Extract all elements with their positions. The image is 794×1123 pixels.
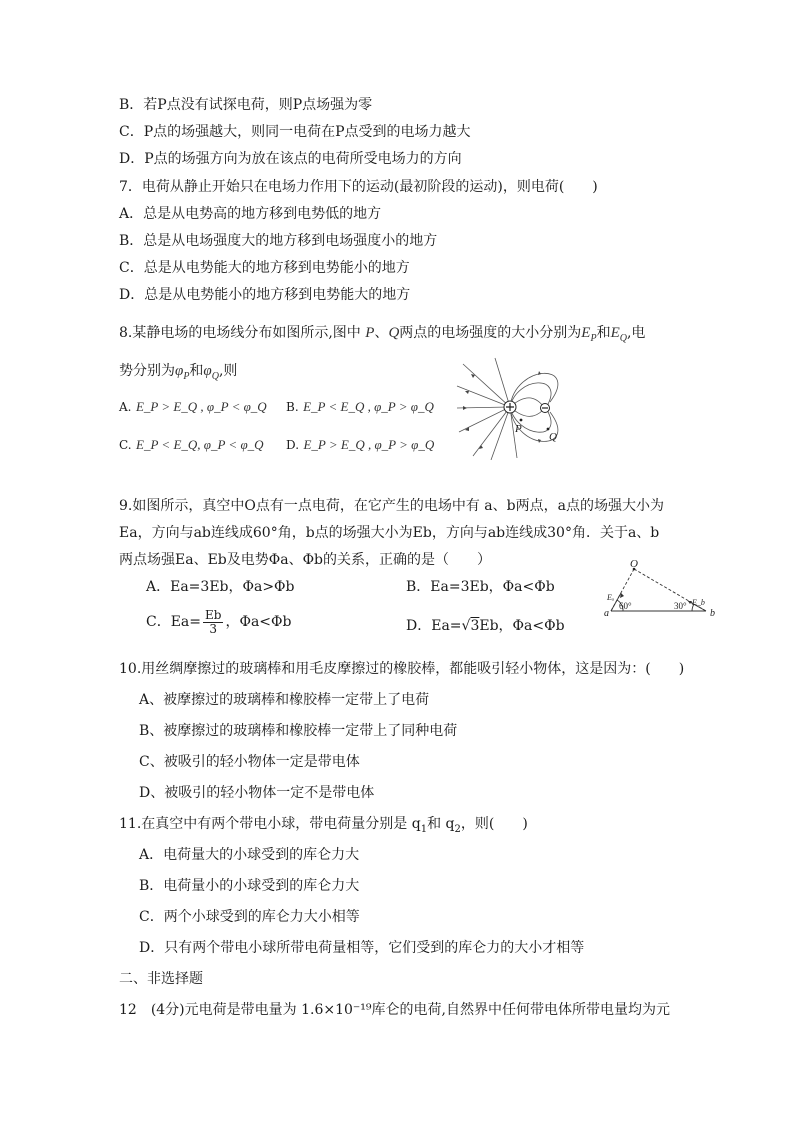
q8-stem-line2: 势分别为$\varphi_P$和$\varphi_Q$,则	[119, 363, 238, 382]
q10-option-b: B、被摩擦过的玻璃棒和橡胶棒一定带上了同种电荷	[139, 723, 458, 739]
section-heading-nonchoice: 二、非选择题	[119, 971, 203, 987]
arrow-head	[463, 406, 467, 410]
q9-stem-line3: 两点场强Ea、Eb及电势Φa、Φb的关系，正确的是（ ）	[119, 552, 492, 568]
q8-option-b: B. E_P < E_Q , φ_P > φ_Q	[286, 399, 434, 414]
q9-figure-label-a: a	[604, 608, 609, 619]
q11-option-d: D．只有两个带电小球所带电荷量相等，它们受到的库仑力的大小才相等	[139, 940, 585, 956]
q8-phiq-symbol: $\varphi_Q$	[203, 363, 219, 382]
q9-option-c: C．Ea= $\frac{Eb}{3}$ ，Φa<Φb	[146, 607, 292, 636]
q6-option-d: D．P点的场强方向为放在该点的电荷所受电场力的方向	[119, 151, 462, 167]
q9-stem-line1: 9.如图所示，真空中O点有一点电荷，在它产生的电场中有 a、b两点，a点的场强大小为	[119, 498, 664, 514]
point-q-dot	[547, 428, 550, 431]
point-p-dot	[520, 419, 523, 422]
q9-figure-label-b: b	[710, 608, 715, 619]
q8-phip-symbol: $\varphi_P$	[175, 363, 190, 382]
q10-option-a: A、被摩擦过的玻璃棒和橡胶棒一定带上了电荷	[139, 692, 430, 708]
q8-p-symbol: P	[365, 325, 375, 341]
q11-stem: 11.在真空中有两个带电小球，带电荷量分别是 $q_1$和 $q_2$，则( )	[119, 816, 528, 835]
q8-eq-symbol: $E_Q$	[610, 325, 627, 344]
q8-option-c: C. E_P < E_Q, φ_P < φ_Q	[119, 437, 264, 452]
q8-figure-label-q: Q	[549, 431, 557, 443]
q9-figure-label-ea: Eₐ	[607, 593, 615, 602]
q12-stem: 12 (4分)元电荷是带电量为 1.6×10⁻¹⁹库仑的电荷,自然界中任何带电体所带电量均为元	[119, 1002, 670, 1018]
field-line	[457, 386, 510, 407]
q8-ep-symbol: $E_P$	[581, 325, 597, 344]
q11-option-b: B．电荷量小的小球受到的库仑力大	[139, 878, 360, 894]
q7-option-b: B．总是从电场强度大的地方移到电场强度小的地方	[119, 233, 438, 249]
q9-figure-label-eb: E_b	[692, 598, 705, 607]
q9-stem-line2: Ea，方向与ab连线成60°角，b点的场强大小为Eb，方向与ab连线成30°角．关于a、b	[119, 525, 660, 541]
q11-option-a: A．电荷量大的小球受到的库仑力大	[139, 847, 360, 863]
field-line	[473, 407, 510, 456]
q9-option-d: D．Ea=√3Eb，Φa<Φb	[406, 618, 565, 634]
q8-option-d: D. E_P > E_Q , φ_P > φ_Q	[286, 437, 435, 452]
fraction: $\frac{Eb}{3}$	[205, 607, 222, 636]
q10-option-c: C、被吸引的轻小物体一定是带电体	[139, 754, 360, 770]
q9-triangle-figure	[602, 558, 722, 622]
field-line	[463, 364, 510, 407]
q8-stem-line1: 8.某静电场的电场线分布如图所示,图中 P、Q两点的电场强度的大小分别为$E_P$和$E_Q$,电	[119, 325, 646, 344]
q9-option-b: B．Ea=3Eb，Φa<Φb	[406, 579, 555, 595]
q9-option-a: A．Ea=3Eb，Φa>Φb	[146, 579, 295, 595]
q9-figure-label-o: O	[630, 558, 638, 570]
q7-stem: 7．电荷从静止开始只在电场力作用下的运动(最初阶段的运动)，则电荷( )	[119, 179, 598, 195]
q10-stem: 10.用丝绸摩擦过的玻璃棒和用毛皮摩擦过的橡胶棒，都能吸引轻小物体，这是因为：( )	[119, 661, 685, 677]
q10-option-d: D、被吸引的轻小物体一定不是带电体	[139, 785, 375, 801]
q9-figure-label-60: 60°	[619, 601, 632, 611]
q8-option-a: A. E_P > E_Q , φ_P < φ_Q	[119, 399, 267, 414]
q7-option-c: C．总是从电势能大的地方移到电势能小的地方	[119, 260, 410, 276]
q8-field-line-figure	[455, 356, 580, 460]
q8-figure-label-p: P	[515, 423, 522, 435]
q6-option-c: C．P点的场强越大，则同一电荷在P点受到的电场力越大	[119, 124, 471, 140]
q7-option-d: D．总是从电势能小的地方移到电势能大的地方	[119, 287, 411, 303]
q7-option-a: A．总是从电势高的地方移到电势低的地方	[119, 206, 382, 222]
arrow-head	[465, 391, 469, 394]
q8-q-symbol: Q	[388, 325, 400, 341]
arrow-head	[538, 371, 541, 375]
q9-figure-label-30: 30°	[674, 601, 687, 611]
q11-option-c: C．两个小球受到的库仑力大小相等	[139, 909, 360, 925]
q6-option-b: B．若P点没有试探电荷，则P点场强为零	[119, 97, 373, 113]
